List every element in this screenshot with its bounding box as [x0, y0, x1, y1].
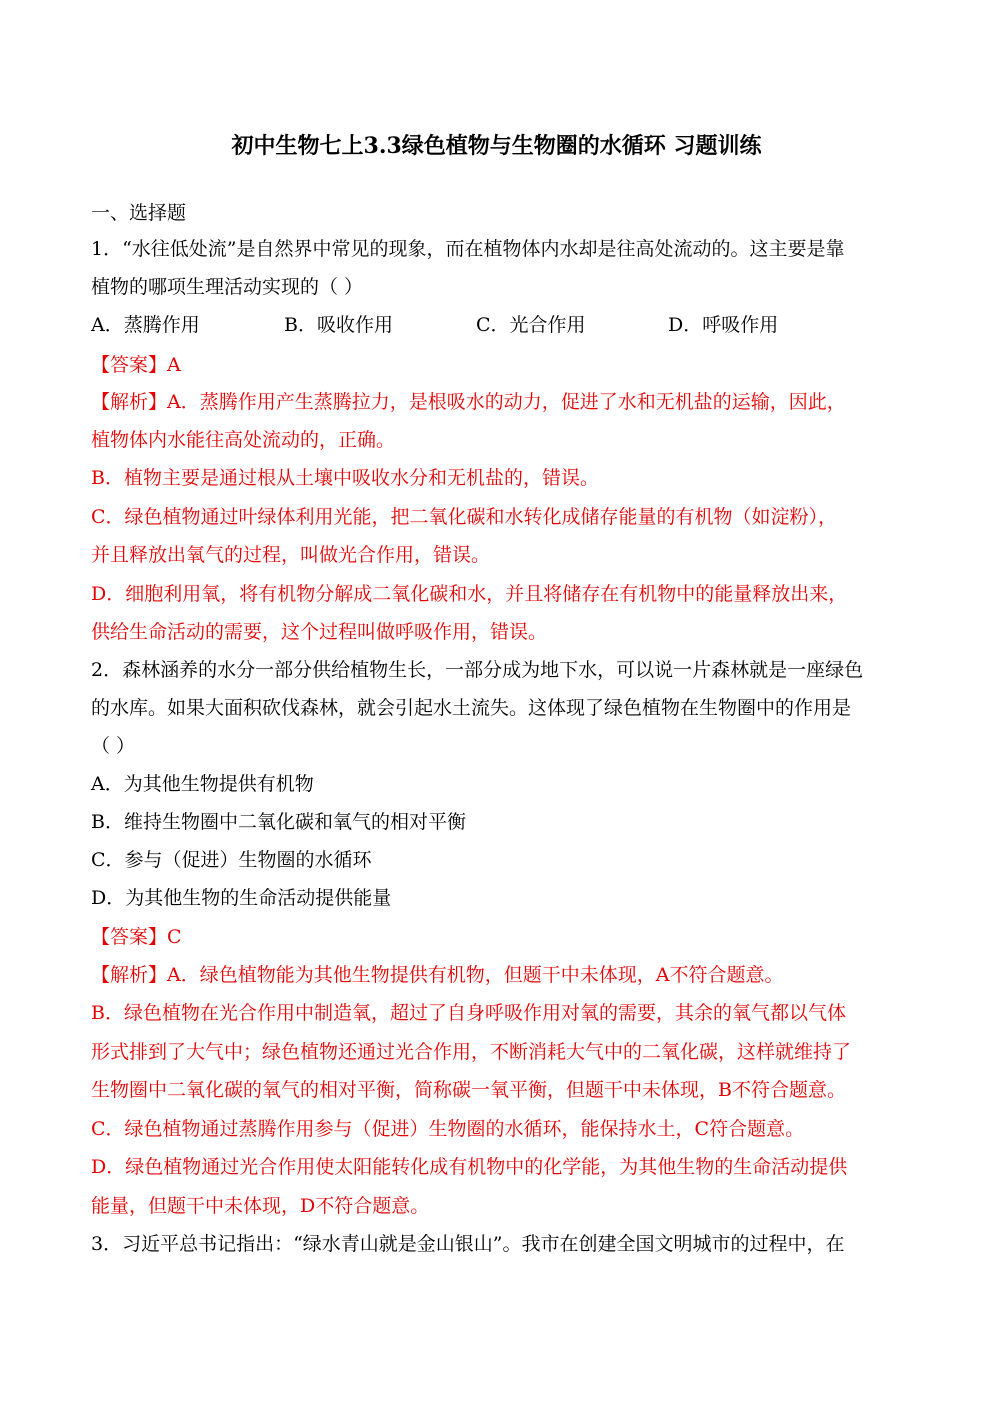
q2-option-d: D．为其他生物的生命活动提供能量 — [91, 887, 392, 909]
q1-stem-line-1: 1．“水往低处流”是自然界中常见的现象，而在植物体内水却是往高处流动的。这主要是靠 — [91, 238, 845, 260]
q1-answer: 【答案】A — [91, 354, 181, 376]
q2-explanation-line: 形式排到了大气中；绿色植物还通过光合作用，不断消耗大气中的二氧化碳，这样就维持了 — [91, 1041, 852, 1063]
q1-explanation-line: D．细胞利用氧，将有机物分解成二氧化碳和水，并且将储存在有机物中的能量释放出来， — [91, 583, 848, 605]
q2-stem-line-2: 的水库。如果大面积砍伐森林，就会引起水土流失。这体现了绿色植物在生物圈中的作用是 — [91, 697, 852, 719]
q2-explanation-line: B．绿色植物在光合作用中制造氧，超过了自身呼吸作用对氧的需要，其余的氧气都以气体 — [91, 1002, 846, 1024]
q1-explanation-line: 并且释放出氧气的过程，叫做光合作用，错误。 — [91, 544, 491, 566]
q1-option-a: A．蒸腾作用 — [91, 314, 200, 336]
q2-answer: 【答案】C — [91, 926, 182, 948]
q2-stem-line-1: 2．森林涵养的水分一部分供给植物生长，一部分成为地下水，可以说一片森林就是一座绿色 — [91, 659, 864, 681]
q3-stem-line-1: 3．习近平总书记指出：“绿水青山就是金山银山”。我市在创建全国文明城市的过程中，在 — [91, 1233, 845, 1255]
q1-option-d: D．呼吸作用 — [668, 314, 779, 336]
page-title: 初中生物七上3.3绿色植物与生物圈的水循环 习题训练 — [231, 133, 762, 159]
q2-stem-line-3: （ ） — [91, 735, 136, 757]
q2-explanation-line: D．绿色植物通过光合作用使太阳能转化成有机物中的化学能，为其他生物的生命活动提供 — [91, 1156, 848, 1178]
q1-stem-line-2: 植物的哪项生理活动实现的（ ） — [91, 276, 364, 298]
section-heading: 一、选择题 — [91, 202, 187, 224]
q2-option-c: C．参与（促进）生物圈的水循环 — [91, 849, 372, 871]
q2-explanation-line: C．绿色植物通过蒸腾作用参与（促进）生物圈的水循环，能保持水土，C符合题意。 — [91, 1118, 805, 1140]
q2-option-a: A．为其他生物提供有机物 — [91, 773, 314, 795]
q1-explanation-line: 植物体内水能往高处流动的，正确。 — [91, 429, 396, 451]
q2-option-b: B．维持生物圈中二氧化碳和氧气的相对平衡 — [91, 811, 466, 833]
q2-explanation-line: 能量，但题干中未体现，D不符合题意。 — [91, 1195, 430, 1217]
q1-option-c: C．光合作用 — [476, 314, 586, 336]
q1-explanation-line: B．植物主要是通过根从土壤中吸收水分和无机盐的，错误。 — [91, 467, 599, 489]
q2-explanation-line: 生物圈中二氧化碳的氧气的相对平衡，简称碳一氧平衡，但题干中未体现，B不符合题意。 — [91, 1079, 846, 1101]
q2-explanation-line: 【解析】A．绿色植物能为其他生物提供有机物，但题干中未体现，A不符合题意。 — [91, 964, 784, 986]
q1-options — [91, 306, 911, 344]
q1-option-b: B．吸收作用 — [284, 314, 393, 336]
q1-explanation-line: 供给生命活动的需要，这个过程叫做呼吸作用，错误。 — [91, 621, 548, 643]
q1-explanation-line: 【解析】A．蒸腾作用产生蒸腾拉力，是根吸水的动力，促进了水和无机盐的运输，因此， — [91, 391, 846, 413]
q1-explanation-line: C．绿色植物通过叶绿体利用光能，把二氧化碳和水转化成储存能量的有机物（如淀粉）， — [91, 506, 838, 528]
